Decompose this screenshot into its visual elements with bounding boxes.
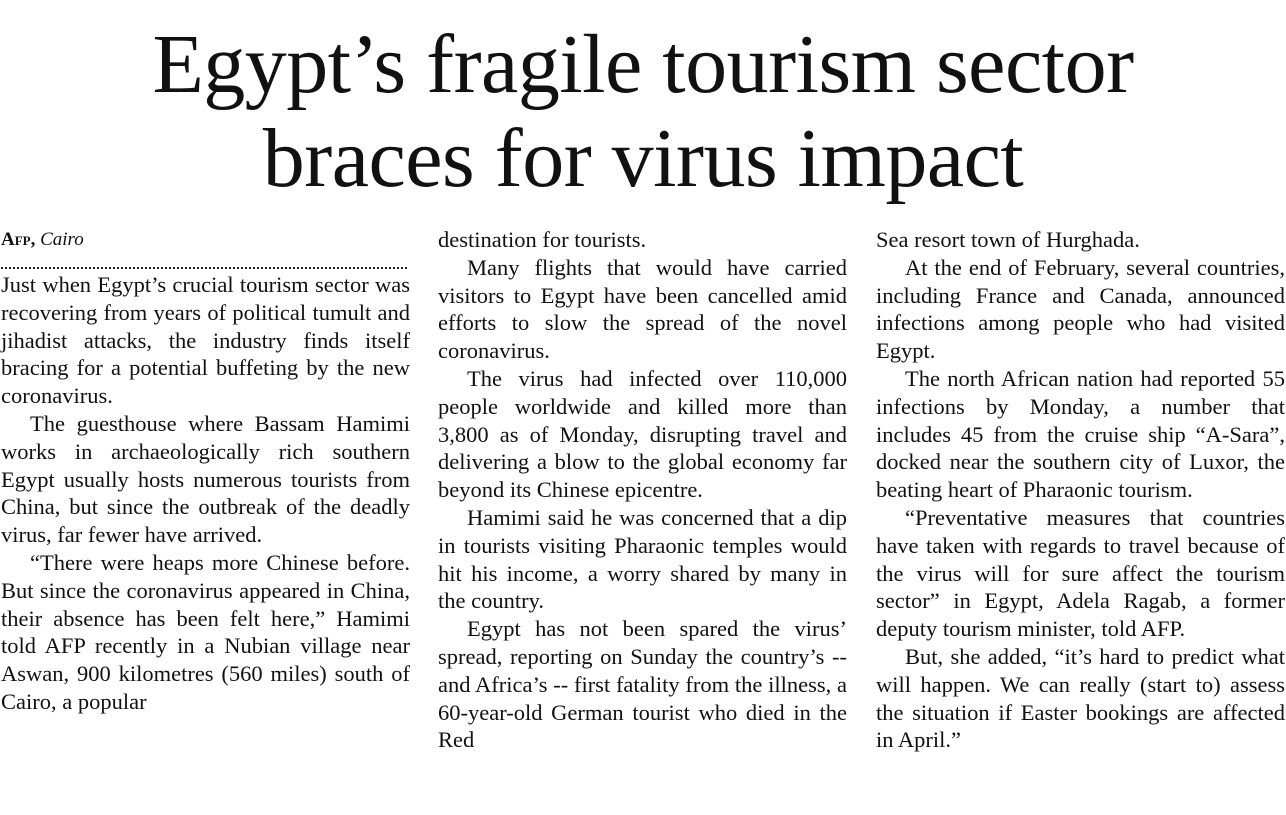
byline-agency: Afp, [1,229,36,250]
paragraph: “Preventative measures that countries have taken with regards to travel because of the virus will for sure affect the tourism sector” in Egypt, Adela Ragab, a former deputy tourism minister, told AFP. [876,504,1285,642]
article-column-2 [438,226,847,754]
paragraph: Just when Egypt’s crucial tourism sector was recovering from years of political tumult and jihadist attacks, the industry finds itself bracing for a potential buffeting by the new coronavirus. [1,272,410,409]
headline-line-1: Egypt’s fragile tourism sector [152,18,1134,111]
paragraph: At the end of February, several countries, including France and Canada, announced infections among people who had visited Egypt. [876,254,1285,364]
paragraph: Many flights that would have carried visitors to Egypt have been cancelled amid efforts to slow the spread of the novel coronavirus. [438,254,847,364]
headline [0,18,1286,206]
paragraph: The north African nation had reported 55 infections by Monday, a number that includes 45 from the cruise ship “A-Sara”, docked near the southern city of Luxor, the beating heart of Pharaonic tourism. [876,365,1285,503]
paragraph: Hamimi said he was concerned that a dip in tourists visiting Pharaonic temples would hit his income, a worry shared by many in the country. [438,504,847,614]
paragraph: But, she added, “it’s hard to predict what will happen. We can really (start to) assess the situation if Easter bookings are affected in April.” [876,643,1285,753]
paragraph: The virus had infected over 110,000 people worldwide and killed more than 3,800 as of Monday, disrupting travel and delivering a blow to the global economy far beyond its Chinese epicentre. [438,365,847,503]
byline [1,226,410,253]
paragraph: The guesthouse where Bassam Hamimi works in archaeologically rich southern Egypt usually hosts numerous tourists from China, but since the outbreak of the deadly virus, far fewer have arrived. [1,410,410,548]
paragraph: Egypt has not been spared the virus’ spread, reporting on Sunday the country’s -- and Africa’s -- first fatality from the illness, a 60-year-old German tourist who died in the Red [438,616,847,753]
article-column-3 [876,226,1285,754]
paragraph: destination for tourists. [438,227,647,252]
byline-place: Cairo [40,229,84,250]
article-column-1 [1,226,410,716]
paragraph: Sea resort town of Hurghada. [876,227,1140,252]
dotted-divider [1,253,407,269]
headline-line-2: braces for virus impact [262,112,1024,205]
paragraph: “There were heaps more Chinese before. But since the coronavirus appeared in China, their absence has been felt here,” Hamimi told AFP recently in a Nubian village near Aswan, 900 kilometres (560 miles) south of Cairo, a popular [1,549,410,714]
